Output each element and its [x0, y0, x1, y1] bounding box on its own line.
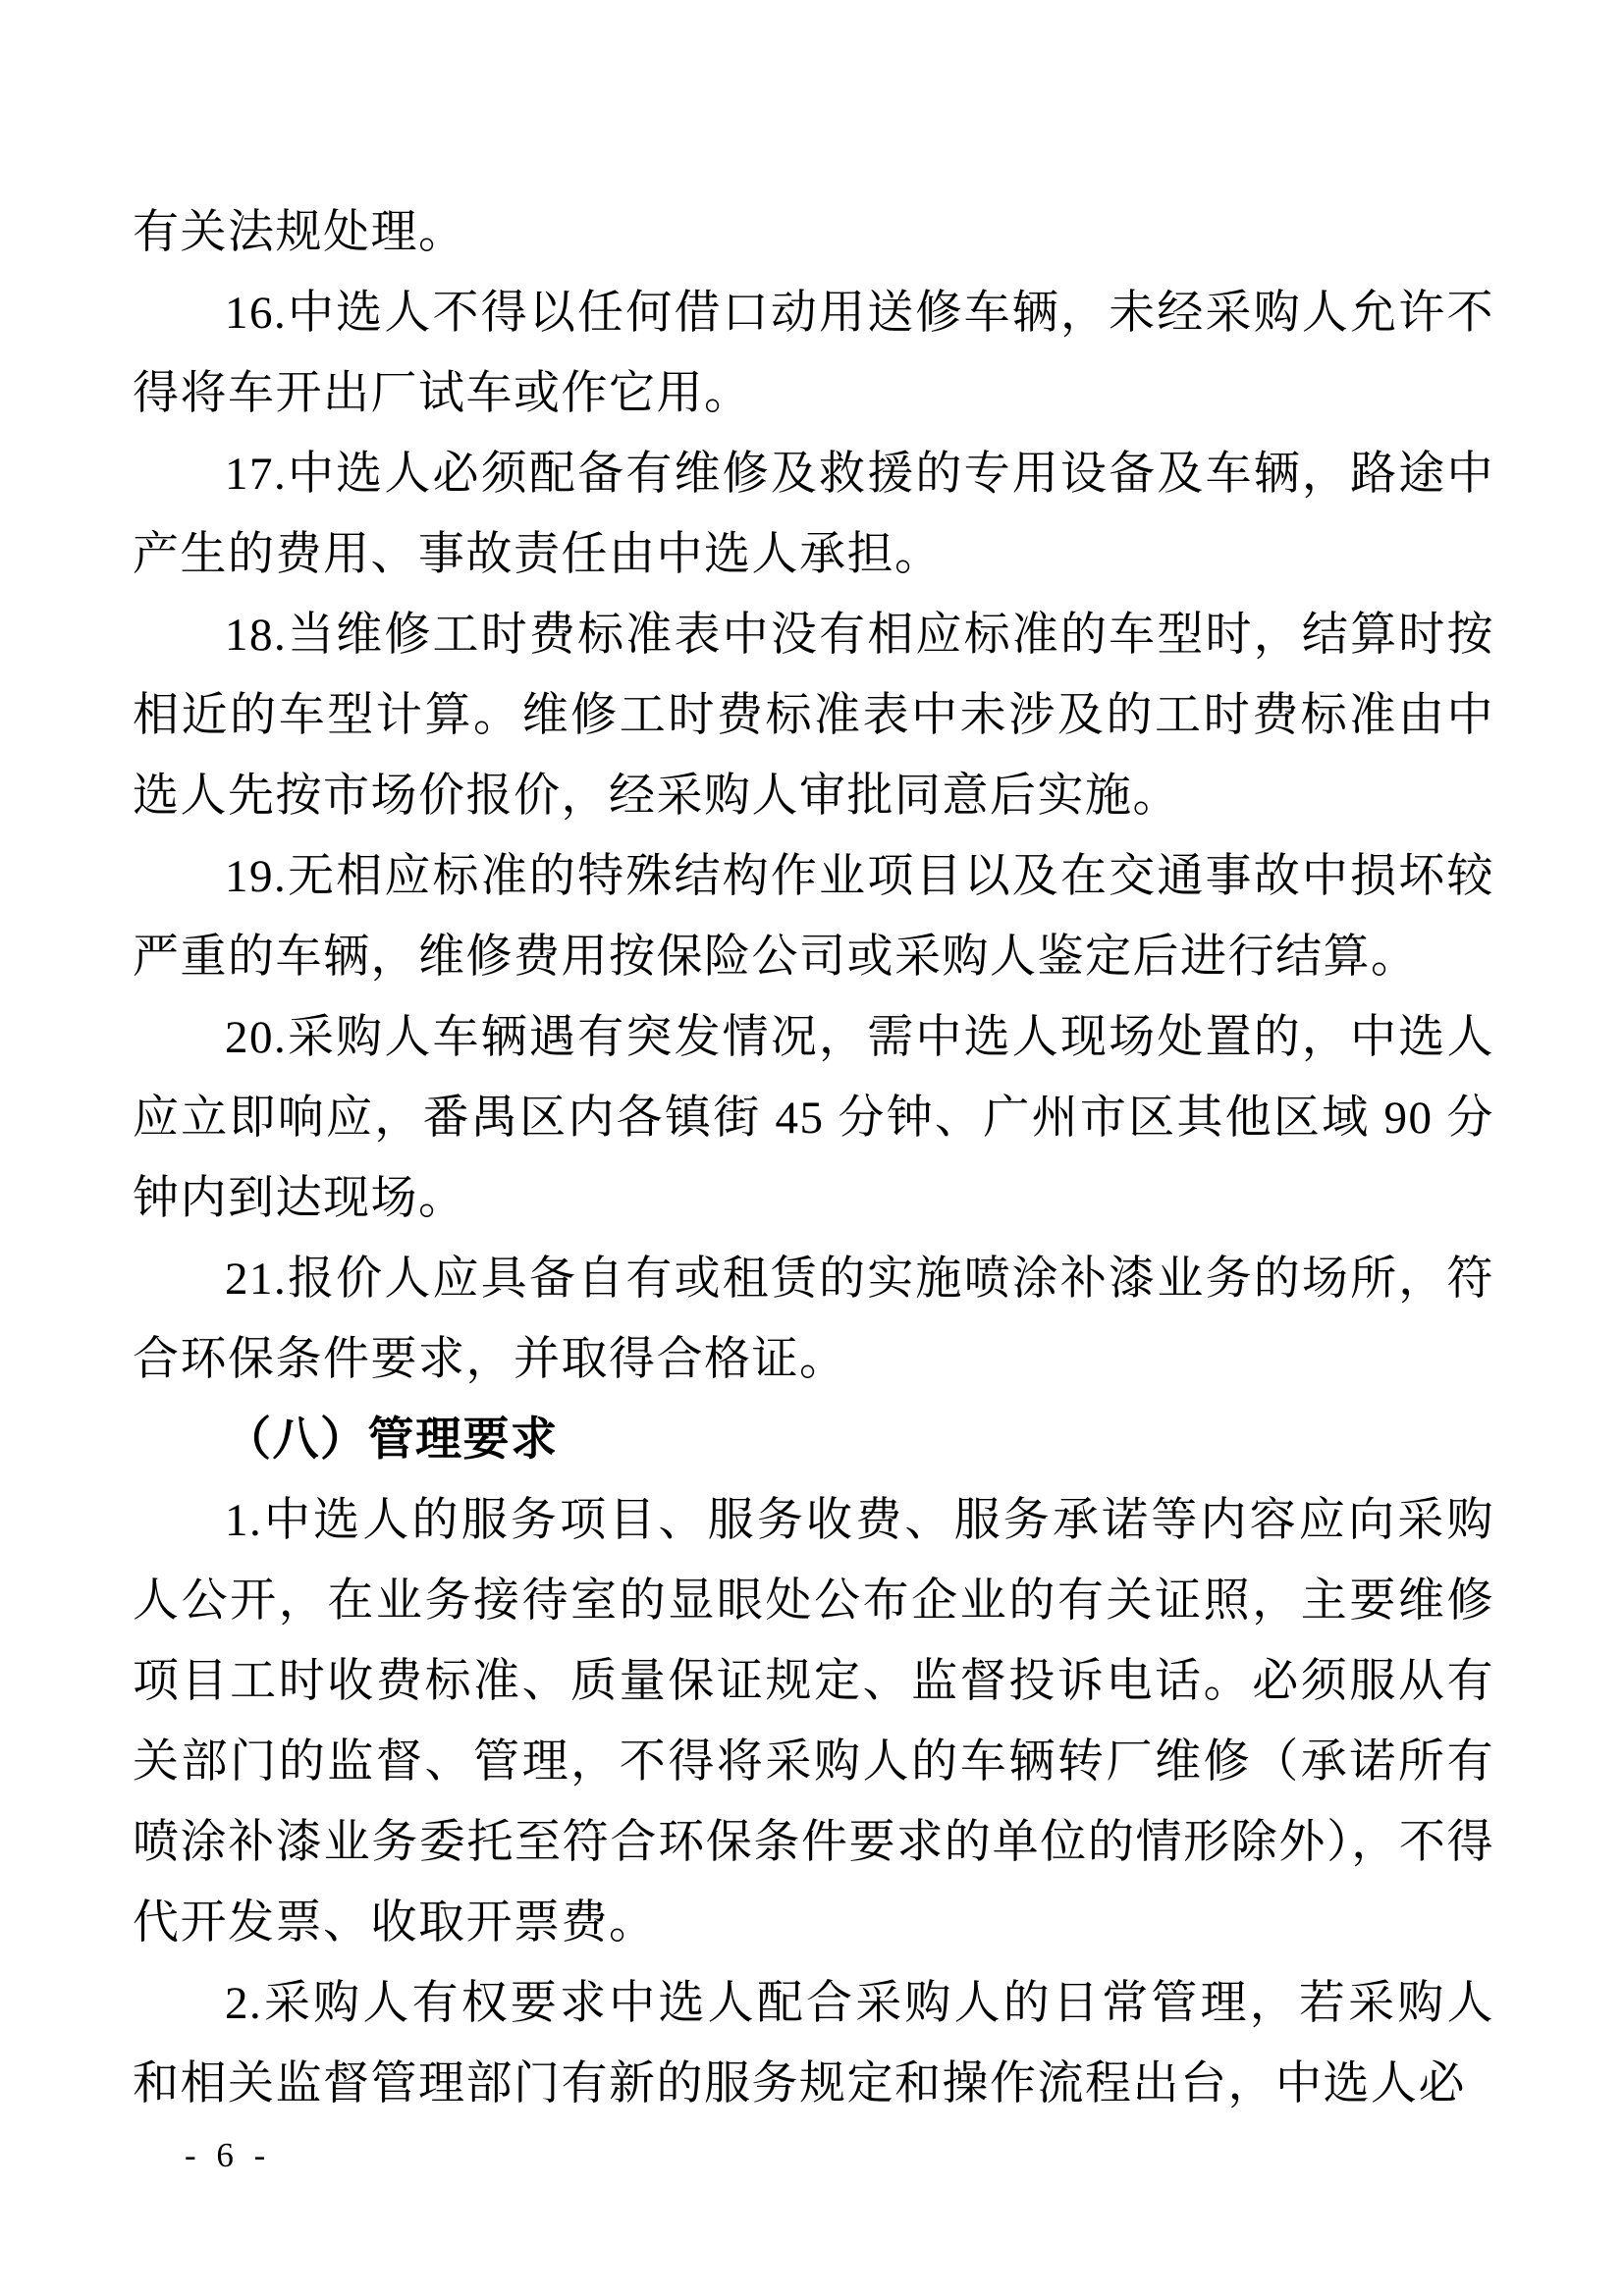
paragraph-item-16: 16.中选人不得以任何借口动用送修车辆，未经采购人允许不得将车开出厂试车或作它用。	[133, 288, 1494, 419]
paragraph-section-item-1: 1.中选人的服务项目、服务收费、服务承诺等内容应向采购人公开，在业务接待室的显眼处公布企业的有关证照，主要维修项目工时收费标准、质量保证规定、监督投诉电话。必须服从有关部门的监督、管理，不得将采购人的车辆转厂维修（承诺所有喷涂补漆业务委托至符合环保条件要求的单位的情形除外），不得代开发票、收取开票费。	[133, 1495, 1494, 1949]
paragraph-item-21: 21.报价人应具备自有或租赁的实施喷涂补漆业务的场所，符合环保条件要求，并取得合格证。	[133, 1254, 1494, 1385]
paragraph-item-18: 18.当维修工时费标准表中没有相应标准的车型时，结算时按相近的车型计算。维修工时费标准表中未涉及的工时费标准由中选人先按市场价报价，经采购人审批同意后实施。	[133, 610, 1494, 822]
paragraph-continuation: 有关法规处理。	[133, 207, 466, 258]
page-number: - 6 -	[185, 2136, 272, 2174]
paragraph-item-20: 20.采购人车辆遇有突发情况，需中选人现场处置的，中选人应立即响应，番禺区内各镇街 45 分钟、广州市区其他区域 90 分钟内到达现场。	[133, 1012, 1494, 1224]
paragraph-section-item-2: 2.采购人有权要求中选人配合采购人的日常管理，若采购人和相关监督管理部门有新的服务规定和操作流程出台，中选人必	[133, 1978, 1494, 2109]
body-text	[133, 192, 1494, 2124]
paragraph-item-19: 19.无相应标准的特殊结构作业项目以及在交通事故中损坏较严重的车辆，维修费用按保险公司或采购人鉴定后进行结算。	[133, 851, 1494, 983]
paragraph-item-17: 17.中选人必须配备有维修及救援的专用设备及车辆，路途中产生的费用、事故责任由中选人承担。	[133, 449, 1494, 580]
section-heading-management-requirements: （八）管理要求	[225, 1415, 559, 1466]
